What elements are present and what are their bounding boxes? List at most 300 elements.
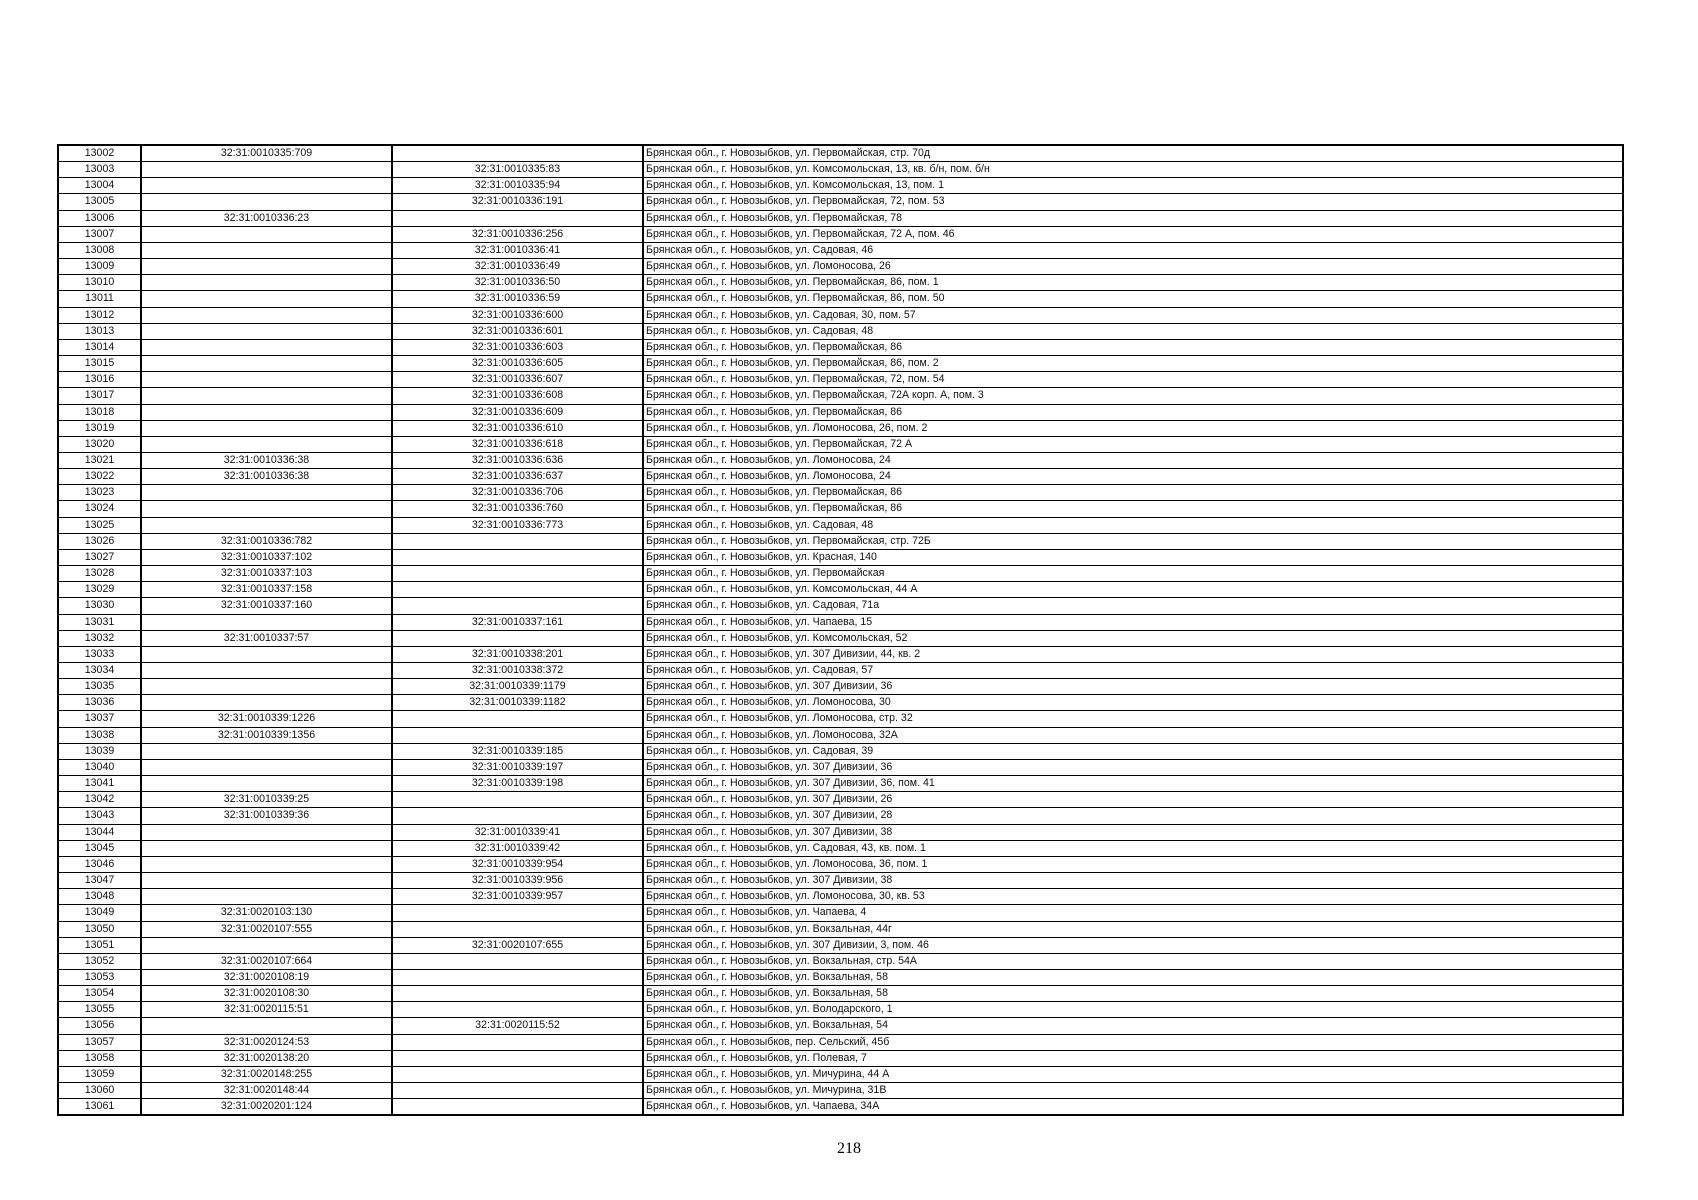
table-row [58,582,1623,598]
object-cadastral-cell [392,598,643,614]
address-cell: Брянская обл., г. Новозыбков, ул. Первомайская, 78 [643,210,1623,226]
object-cadastral-cell: 32:31:0010339:954 [392,856,643,872]
table-row [58,517,1623,533]
row-number-cell: 13019 [58,420,141,436]
land-plot-cadastral-cell [141,420,392,436]
object-cadastral-cell: 32:31:0020115:52 [392,1018,643,1034]
table-row [58,420,1623,436]
row-number-cell: 13037 [58,711,141,727]
row-number-cell: 13027 [58,549,141,565]
object-cadastral-cell: 32:31:0010339:1179 [392,679,643,695]
row-number-cell: 13026 [58,533,141,549]
table-row [58,436,1623,452]
land-plot-cadastral-cell: 32:31:0020108:19 [141,969,392,985]
table-row [58,824,1623,840]
address-cell: Брянская обл., г. Новозыбков, ул. Садовая, 48 [643,323,1623,339]
land-plot-cadastral-cell [141,614,392,630]
land-plot-cadastral-cell: 32:31:0010336:782 [141,533,392,549]
object-cadastral-cell: 32:31:0010336:605 [392,356,643,372]
table-row [58,679,1623,695]
row-number-cell: 13016 [58,372,141,388]
object-cadastral-cell [392,953,643,969]
land-plot-cadastral-cell: 32:31:0010337:103 [141,566,392,582]
land-plot-cadastral-cell [141,307,392,323]
object-cadastral-cell: 32:31:0010335:94 [392,178,643,194]
table-row [58,356,1623,372]
row-number-cell: 13006 [58,210,141,226]
table-row [58,937,1623,953]
table-row [58,145,1623,162]
object-cadastral-cell: 32:31:0010336:637 [392,469,643,485]
address-cell: Брянская обл., г. Новозыбков, ул. Ломоносова, 24 [643,469,1623,485]
object-cadastral-cell: 32:31:0010336:618 [392,436,643,452]
table-row [58,1050,1623,1066]
table-row [58,614,1623,630]
address-cell: Брянская обл., г. Новозыбков, ул. 307 Дивизии, 36 [643,759,1623,775]
table-row [58,452,1623,468]
address-cell: Брянская обл., г. Новозыбков, ул. Первомайская, 86 [643,404,1623,420]
row-number-cell: 13050 [58,921,141,937]
address-cell: Брянская обл., г. Новозыбков, ул. Первомайская, стр. 72Б [643,533,1623,549]
object-cadastral-cell: 32:31:0010336:50 [392,275,643,291]
address-cell: Брянская обл., г. Новозыбков, ул. Первомайская, 86, пом. 2 [643,356,1623,372]
address-cell: Брянская обл., г. Новозыбков, ул. Первомайская, 72 А, пом. 46 [643,226,1623,242]
object-cadastral-cell [392,905,643,921]
address-cell: Брянская обл., г. Новозыбков, ул. Комсомольская, 13, пом. 1 [643,178,1623,194]
row-number-cell: 13008 [58,242,141,258]
land-plot-cadastral-cell: 32:31:0010337:57 [141,630,392,646]
object-cadastral-cell: 32:31:0010336:49 [392,259,643,275]
object-cadastral-cell: 32:31:0010339:41 [392,824,643,840]
land-plot-cadastral-cell [141,226,392,242]
object-cadastral-cell [392,711,643,727]
land-plot-cadastral-cell [141,501,392,517]
land-plot-cadastral-cell [141,194,392,210]
table-row [58,663,1623,679]
table-row [58,646,1623,662]
object-cadastral-cell [392,808,643,824]
land-plot-cadastral-cell [141,259,392,275]
object-cadastral-cell: 32:31:0010336:773 [392,517,643,533]
row-number-cell: 13058 [58,1050,141,1066]
table-row [58,1018,1623,1034]
land-plot-cadastral-cell [141,695,392,711]
land-plot-cadastral-cell: 32:31:0020124:53 [141,1034,392,1050]
land-plot-cadastral-cell [141,759,392,775]
object-cadastral-cell [392,582,643,598]
row-number-cell: 13034 [58,663,141,679]
land-plot-cadastral-cell [141,388,392,404]
row-number-cell: 13031 [58,614,141,630]
row-number-cell: 13041 [58,776,141,792]
object-cadastral-cell [392,630,643,646]
row-number-cell: 13040 [58,759,141,775]
object-cadastral-cell: 32:31:0010336:603 [392,339,643,355]
address-cell: Брянская обл., г. Новозыбков, ул. Ломоносова, 36, пом. 1 [643,856,1623,872]
object-cadastral-cell: 32:31:0010338:201 [392,646,643,662]
address-cell: Брянская обл., г. Новозыбков, ул. Садовая, 57 [643,663,1623,679]
row-number-cell: 13032 [58,630,141,646]
row-number-cell: 13030 [58,598,141,614]
table-row [58,921,1623,937]
object-cadastral-cell [392,1034,643,1050]
land-plot-cadastral-cell: 32:31:0020107:555 [141,921,392,937]
address-cell: Брянская обл., г. Новозыбков, ул. 307 Дивизии, 44, кв. 2 [643,646,1623,662]
row-number-cell: 13018 [58,404,141,420]
land-plot-cadastral-cell: 32:31:0010336:23 [141,210,392,226]
object-cadastral-cell [392,566,643,582]
land-plot-cadastral-cell: 32:31:0010339:25 [141,792,392,808]
object-cadastral-cell [392,986,643,1002]
row-number-cell: 13046 [58,856,141,872]
table-row [58,598,1623,614]
object-cadastral-cell: 32:31:0010336:706 [392,485,643,501]
land-plot-cadastral-cell: 32:31:0020148:255 [141,1066,392,1082]
address-cell: Брянская обл., г. Новозыбков, ул. Первомайская, 72 А [643,436,1623,452]
address-cell: Брянская обл., г. Новозыбков, ул. Комсомольская, 44 А [643,582,1623,598]
row-number-cell: 13014 [58,339,141,355]
address-cell: Брянская обл., г. Новозыбков, ул. Ломоносова, 26, пом. 2 [643,420,1623,436]
land-plot-cadastral-cell [141,372,392,388]
object-cadastral-cell [392,1002,643,1018]
row-number-cell: 13021 [58,452,141,468]
address-cell: Брянская обл., г. Новозыбков, ул. Садовая, 46 [643,242,1623,258]
land-plot-cadastral-cell [141,840,392,856]
address-cell: Брянская обл., г. Новозыбков, ул. Вокзальная, 54 [643,1018,1623,1034]
row-number-cell: 13044 [58,824,141,840]
address-cell: Брянская обл., г. Новозыбков, ул. 307 Дивизии, 36, пом. 41 [643,776,1623,792]
row-number-cell: 13056 [58,1018,141,1034]
table-row [58,275,1623,291]
row-number-cell: 13048 [58,889,141,905]
row-number-cell: 13010 [58,275,141,291]
object-cadastral-cell: 32:31:0010336:607 [392,372,643,388]
row-number-cell: 13038 [58,727,141,743]
object-cadastral-cell: 32:31:0010336:601 [392,323,643,339]
land-plot-cadastral-cell: 32:31:0010335:709 [141,145,392,162]
table-row [58,533,1623,549]
object-cadastral-cell: 32:31:0010336:608 [392,388,643,404]
land-plot-cadastral-cell: 32:31:0020103:130 [141,905,392,921]
table-row [58,339,1623,355]
land-plot-cadastral-cell [141,436,392,452]
address-cell: Брянская обл., г. Новозыбков, ул. Вокзальная, 58 [643,969,1623,985]
object-cadastral-cell [392,792,643,808]
address-cell: Брянская обл., г. Новозыбков, ул. Ломоносова, 30 [643,695,1623,711]
object-cadastral-cell: 32:31:0010336:600 [392,307,643,323]
address-cell: Брянская обл., г. Новозыбков, ул. Первомайская, 86 [643,501,1623,517]
address-cell: Брянская обл., г. Новозыбков, ул. Садовая, 71а [643,598,1623,614]
land-plot-cadastral-cell [141,404,392,420]
address-cell: Брянская обл., г. Новозыбков, пер. Сельский, 45б [643,1034,1623,1050]
table-row [58,404,1623,420]
object-cadastral-cell: 32:31:0010339:42 [392,840,643,856]
row-number-cell: 13024 [58,501,141,517]
address-cell: Брянская обл., г. Новозыбков, ул. Вокзальная, стр. 54А [643,953,1623,969]
land-plot-cadastral-cell [141,776,392,792]
row-number-cell: 13029 [58,582,141,598]
land-plot-cadastral-cell [141,517,392,533]
land-plot-cadastral-cell: 32:31:0010337:102 [141,549,392,565]
row-number-cell: 13057 [58,1034,141,1050]
land-plot-cadastral-cell [141,679,392,695]
table-row [58,291,1623,307]
table-row [58,259,1623,275]
land-plot-cadastral-cell: 32:31:0020107:664 [141,953,392,969]
address-cell: Брянская обл., г. Новозыбков, ул. Первомайская, 72, пом. 54 [643,372,1623,388]
address-cell: Брянская обл., г. Новозыбков, ул. Мичурина, 44 А [643,1066,1623,1082]
row-number-cell: 13055 [58,1002,141,1018]
object-cadastral-cell: 32:31:0010336:256 [392,226,643,242]
address-cell: Брянская обл., г. Новозыбков, ул. Мичурина, 31В [643,1083,1623,1099]
row-number-cell: 13022 [58,469,141,485]
land-plot-cadastral-cell: 32:31:0010339:1226 [141,711,392,727]
row-number-cell: 13042 [58,792,141,808]
object-cadastral-cell: 32:31:0010339:957 [392,889,643,905]
land-plot-cadastral-cell: 32:31:0020115:51 [141,1002,392,1018]
object-cadastral-cell [392,1066,643,1082]
table-row [58,711,1623,727]
row-number-cell: 13007 [58,226,141,242]
table-row [58,1066,1623,1082]
land-plot-cadastral-cell: 32:31:0020138:20 [141,1050,392,1066]
address-cell: Брянская обл., г. Новозыбков, ул. 307 Дивизии, 38 [643,873,1623,889]
object-cadastral-cell [392,727,643,743]
object-cadastral-cell: 32:31:0010336:636 [392,452,643,468]
address-cell: Брянская обл., г. Новозыбков, ул. Первомайская, 72, пом. 53 [643,194,1623,210]
table-row [58,776,1623,792]
address-cell: Брянская обл., г. Новозыбков, ул. Первомайская, 86, пом. 50 [643,291,1623,307]
table-row [58,178,1623,194]
row-number-cell: 13003 [58,162,141,178]
row-number-cell: 13053 [58,969,141,985]
table-row [58,501,1623,517]
land-plot-cadastral-cell: 32:31:0010336:38 [141,469,392,485]
table-row [58,485,1623,501]
object-cadastral-cell [392,145,643,162]
table-row [58,162,1623,178]
table-row [58,1083,1623,1099]
object-cadastral-cell: 32:31:0010339:197 [392,759,643,775]
object-cadastral-cell [392,533,643,549]
land-plot-cadastral-cell [141,291,392,307]
land-plot-cadastral-cell: 32:31:0010339:1356 [141,727,392,743]
land-plot-cadastral-cell: 32:31:0020201:124 [141,1099,392,1116]
land-plot-cadastral-cell [141,242,392,258]
object-cadastral-cell: 32:31:0010336:760 [392,501,643,517]
land-plot-cadastral-cell: 32:31:0020108:30 [141,986,392,1002]
object-cadastral-cell: 32:31:0010336:41 [392,242,643,258]
address-cell: Брянская обл., г. Новозыбков, ул. Комсомольская, 13, кв. б/н, пом. б/н [643,162,1623,178]
row-number-cell: 13045 [58,840,141,856]
object-cadastral-cell: 32:31:0010339:185 [392,743,643,759]
land-plot-cadastral-cell [141,856,392,872]
table-row [58,986,1623,1002]
table-row [58,840,1623,856]
row-number-cell: 13012 [58,307,141,323]
table-row [58,953,1623,969]
object-cadastral-cell [392,969,643,985]
address-cell: Брянская обл., г. Новозыбков, ул. Садовая, 43, кв. пом. 1 [643,840,1623,856]
object-cadastral-cell: 32:31:0010338:372 [392,663,643,679]
table-row [58,1099,1623,1116]
row-number-cell: 13036 [58,695,141,711]
address-cell: Брянская обл., г. Новозыбков, ул. 307 Дивизии, 38 [643,824,1623,840]
address-cell: Брянская обл., г. Новозыбков, ул. Первомайская, 86 [643,339,1623,355]
land-plot-cadastral-cell [141,663,392,679]
row-number-cell: 13005 [58,194,141,210]
land-plot-cadastral-cell [141,937,392,953]
row-number-cell: 13033 [58,646,141,662]
row-number-cell: 13039 [58,743,141,759]
address-cell: Брянская обл., г. Новозыбков, ул. Комсомольская, 52 [643,630,1623,646]
object-cadastral-cell [392,1099,643,1116]
land-plot-cadastral-cell: 32:31:0020148:44 [141,1083,392,1099]
address-cell: Брянская обл., г. Новозыбков, ул. Ломоносова, 26 [643,259,1623,275]
table-row [58,743,1623,759]
object-cadastral-cell: 32:31:0010336:610 [392,420,643,436]
address-cell: Брянская обл., г. Новозыбков, ул. Первомайская, 86, пом. 1 [643,275,1623,291]
address-cell: Брянская обл., г. Новозыбков, ул. Садовая, 39 [643,743,1623,759]
land-plot-cadastral-cell [141,889,392,905]
object-cadastral-cell [392,549,643,565]
address-cell: Брянская обл., г. Новозыбков, ул. Вокзальная, 58 [643,986,1623,1002]
table-row [58,759,1623,775]
address-cell: Брянская обл., г. Новозыбков, ул. Чапаева, 34А [643,1099,1623,1116]
table-row [58,727,1623,743]
object-cadastral-cell [392,1050,643,1066]
land-plot-cadastral-cell [141,873,392,889]
table-row [58,194,1623,210]
row-number-cell: 13017 [58,388,141,404]
address-cell: Брянская обл., г. Новозыбков, ул. 307 Дивизии, 26 [643,792,1623,808]
address-cell: Брянская обл., г. Новозыбков, ул. Полевая, 7 [643,1050,1623,1066]
table-body [58,145,1623,1115]
table-row [58,792,1623,808]
address-cell: Брянская обл., г. Новозыбков, ул. Володарского, 1 [643,1002,1623,1018]
cadastral-table [57,144,1624,1116]
object-cadastral-cell: 32:31:0010336:191 [392,194,643,210]
table-row [58,469,1623,485]
land-plot-cadastral-cell: 32:31:0010336:38 [141,452,392,468]
land-plot-cadastral-cell [141,824,392,840]
row-number-cell: 13051 [58,937,141,953]
row-number-cell: 13009 [58,259,141,275]
land-plot-cadastral-cell [141,275,392,291]
row-number-cell: 13020 [58,436,141,452]
row-number-cell: 13035 [58,679,141,695]
address-cell: Брянская обл., г. Новозыбков, ул. Садовая, 48 [643,517,1623,533]
land-plot-cadastral-cell [141,323,392,339]
land-plot-cadastral-cell [141,178,392,194]
table-row [58,549,1623,565]
land-plot-cadastral-cell [141,356,392,372]
table-row [58,388,1623,404]
land-plot-cadastral-cell [141,743,392,759]
table-row [58,372,1623,388]
land-plot-cadastral-cell [141,1018,392,1034]
object-cadastral-cell: 32:31:0010339:956 [392,873,643,889]
table-row [58,307,1623,323]
table-row [58,226,1623,242]
table-row [58,856,1623,872]
object-cadastral-cell: 32:31:0010336:609 [392,404,643,420]
row-number-cell: 13004 [58,178,141,194]
table-row [58,905,1623,921]
address-cell: Брянская обл., г. Новозыбков, ул. Вокзальная, 44г [643,921,1623,937]
table-row [58,242,1623,258]
address-cell: Брянская обл., г. Новозыбков, ул. Красная, 140 [643,549,1623,565]
address-cell: Брянская обл., г. Новозыбков, ул. Ломоносова, 30, кв. 53 [643,889,1623,905]
table-row [58,1002,1623,1018]
row-number-cell: 13059 [58,1066,141,1082]
address-cell: Брянская обл., г. Новозыбков, ул. Первомайская, 86 [643,485,1623,501]
object-cadastral-cell [392,921,643,937]
row-number-cell: 13013 [58,323,141,339]
object-cadastral-cell: 32:31:0010339:1182 [392,695,643,711]
row-number-cell: 13025 [58,517,141,533]
row-number-cell: 13002 [58,145,141,162]
object-cadastral-cell: 32:31:0010339:198 [392,776,643,792]
table-row [58,1034,1623,1050]
table-row [58,889,1623,905]
row-number-cell: 13060 [58,1083,141,1099]
table-row [58,323,1623,339]
row-number-cell: 13054 [58,986,141,1002]
address-cell: Брянская обл., г. Новозыбков, ул. 307 Дивизии, 36 [643,679,1623,695]
table-row [58,873,1623,889]
row-number-cell: 13015 [58,356,141,372]
address-cell: Брянская обл., г. Новозыбков, ул. Первомайская, стр. 70д [643,145,1623,162]
row-number-cell: 13011 [58,291,141,307]
land-plot-cadastral-cell: 32:31:0010337:160 [141,598,392,614]
address-cell: Брянская обл., г. Новозыбков, ул. Садовая, 30, пом. 57 [643,307,1623,323]
address-cell: Брянская обл., г. Новозыбков, ул. 307 Дивизии, 3, пом. 46 [643,937,1623,953]
land-plot-cadastral-cell: 32:31:0010339:36 [141,808,392,824]
row-number-cell: 13061 [58,1099,141,1116]
address-cell: Брянская обл., г. Новозыбков, ул. Чапаева, 15 [643,614,1623,630]
row-number-cell: 13052 [58,953,141,969]
address-cell: Брянская обл., г. Новозыбков, ул. Ломоносова, 32А [643,727,1623,743]
object-cadastral-cell [392,1083,643,1099]
row-number-cell: 13023 [58,485,141,501]
object-cadastral-cell: 32:31:0010335:83 [392,162,643,178]
land-plot-cadastral-cell [141,485,392,501]
table-row [58,630,1623,646]
table-row [58,695,1623,711]
address-cell: Брянская обл., г. Новозыбков, ул. Ломоносова, 24 [643,452,1623,468]
address-cell: Брянская обл., г. Новозыбков, ул. Чапаева, 4 [643,905,1623,921]
object-cadastral-cell: 32:31:0010336:59 [392,291,643,307]
land-plot-cadastral-cell [141,646,392,662]
land-plot-cadastral-cell [141,339,392,355]
row-number-cell: 13049 [58,905,141,921]
land-plot-cadastral-cell: 32:31:0010337:158 [141,582,392,598]
table-row [58,566,1623,582]
table-row [58,808,1623,824]
address-cell: Брянская обл., г. Новозыбков, ул. 307 Дивизии, 28 [643,808,1623,824]
object-cadastral-cell: 32:31:0010337:161 [392,614,643,630]
table-row [58,210,1623,226]
row-number-cell: 13043 [58,808,141,824]
address-cell: Брянская обл., г. Новозыбков, ул. Ломоносова, стр. 32 [643,711,1623,727]
page-number: 218 [837,1140,861,1157]
table-row [58,969,1623,985]
row-number-cell: 13028 [58,566,141,582]
address-cell: Брянская обл., г. Новозыбков, ул. Первомайская, 72А корп. А, пом. 3 [643,388,1623,404]
row-number-cell: 13047 [58,873,141,889]
object-cadastral-cell [392,210,643,226]
